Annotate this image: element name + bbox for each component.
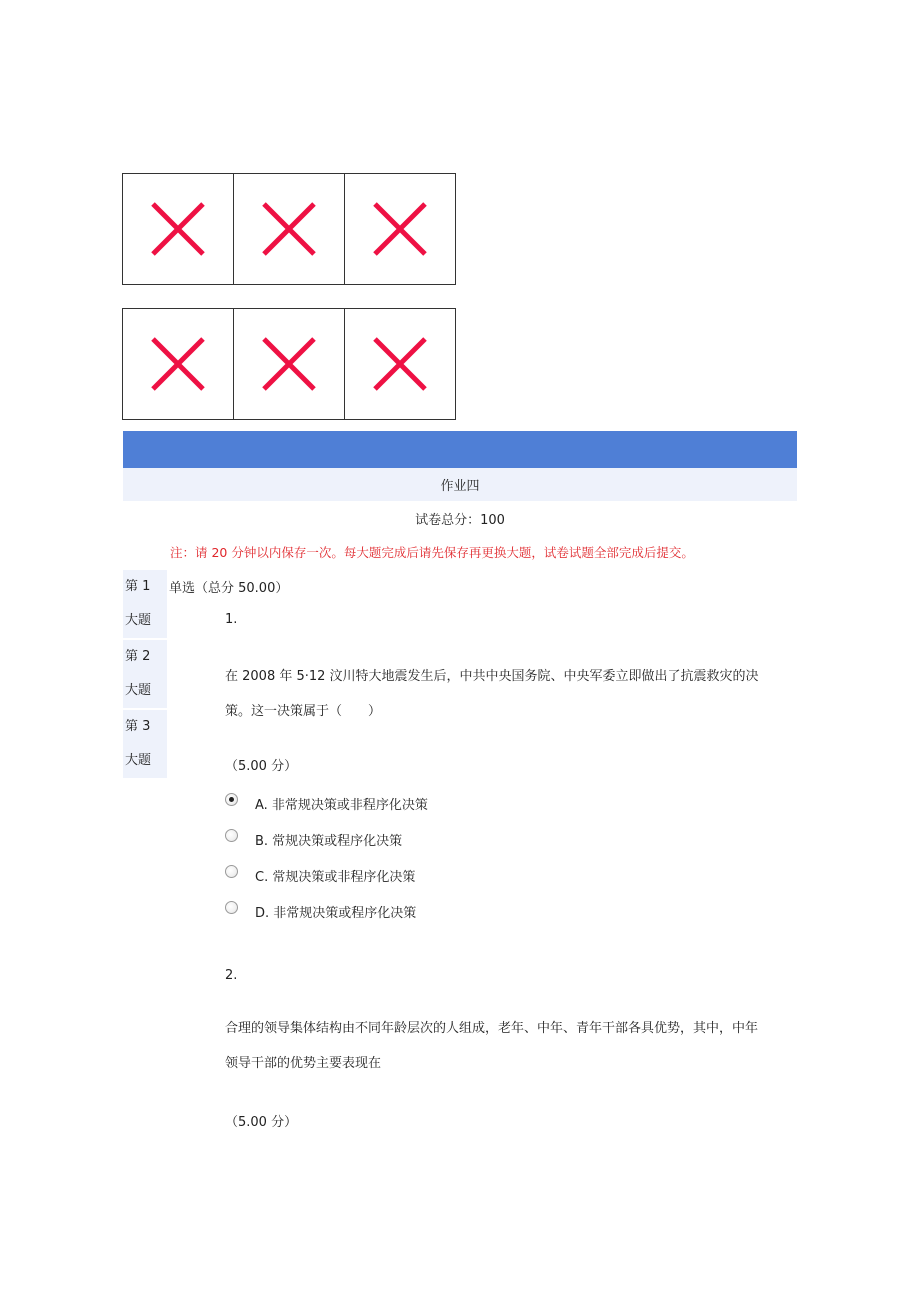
save-notice: 注：请 20 分钟以内保存一次。每大题完成后请先保存再更换大题，试卷试题全部完成后提交。 [170,545,694,560]
image-row-2 [122,308,455,420]
broken-image-icon [233,308,345,420]
question-text-line: 策。这一决策属于（ ） [225,704,382,719]
nav-item-line2: 大题 [125,683,152,698]
nav-item-line2: 大题 [125,753,152,768]
exam-title-bar [123,468,797,501]
question-text-line: 领导干部的优势主要表现在 [225,1056,382,1071]
option-a[interactable] [225,792,428,814]
nav-item-section-3[interactable] [123,710,167,778]
radio-icon[interactable] [225,865,238,878]
radio-checked-icon[interactable] [225,793,238,806]
question-text-line: 在 2008 年 5·12 汶川特大地震发生后，中共中央国务院、中央军委立即做出了抗震救灾的决 [225,669,759,684]
question-nav [123,570,167,780]
nav-item-line2: 大题 [125,613,152,628]
question-score: （5.00 分） [225,759,298,774]
broken-image-icon [122,308,234,420]
option-c[interactable] [225,864,415,886]
option-d[interactable] [225,900,416,922]
radio-icon[interactable] [225,829,238,842]
header-bar [123,431,797,468]
option-label: D. 非常规决策或程序化决策 [255,905,417,921]
option-label: C. 常规决策或非程序化决策 [255,869,416,885]
question-score: （5.00 分） [225,1115,298,1130]
option-b[interactable] [225,828,402,850]
question-text [225,1011,797,1081]
nav-item-line1: 第 3 [125,719,151,734]
question-number: 1. [225,612,238,627]
exam-title: 作业四 [440,479,480,494]
nav-item-section-2[interactable] [123,640,167,708]
total-score: 试卷总分：100 [415,513,505,528]
question-text-line: 合理的领导集体结构由不同年龄层次的人组成，老年、中年、青年干部各具优势，其中，中年 [225,1021,759,1036]
nav-item-line1: 第 1 [125,579,151,594]
broken-image-icon [233,173,345,285]
option-label: A. 非常规决策或非程序化决策 [255,797,428,813]
radio-icon[interactable] [225,901,238,914]
question-number: 2. [225,968,238,983]
broken-image-icon [344,308,456,420]
image-row-1 [122,173,455,285]
broken-image-icon [122,173,234,285]
nav-item-line1: 第 2 [125,649,151,664]
question-text [225,659,797,729]
option-label: B. 常规决策或程序化决策 [255,833,403,849]
nav-item-section-1[interactable] [123,570,167,638]
broken-image-icon [344,173,456,285]
section-title: 单选（总分 50.00） [169,581,289,596]
